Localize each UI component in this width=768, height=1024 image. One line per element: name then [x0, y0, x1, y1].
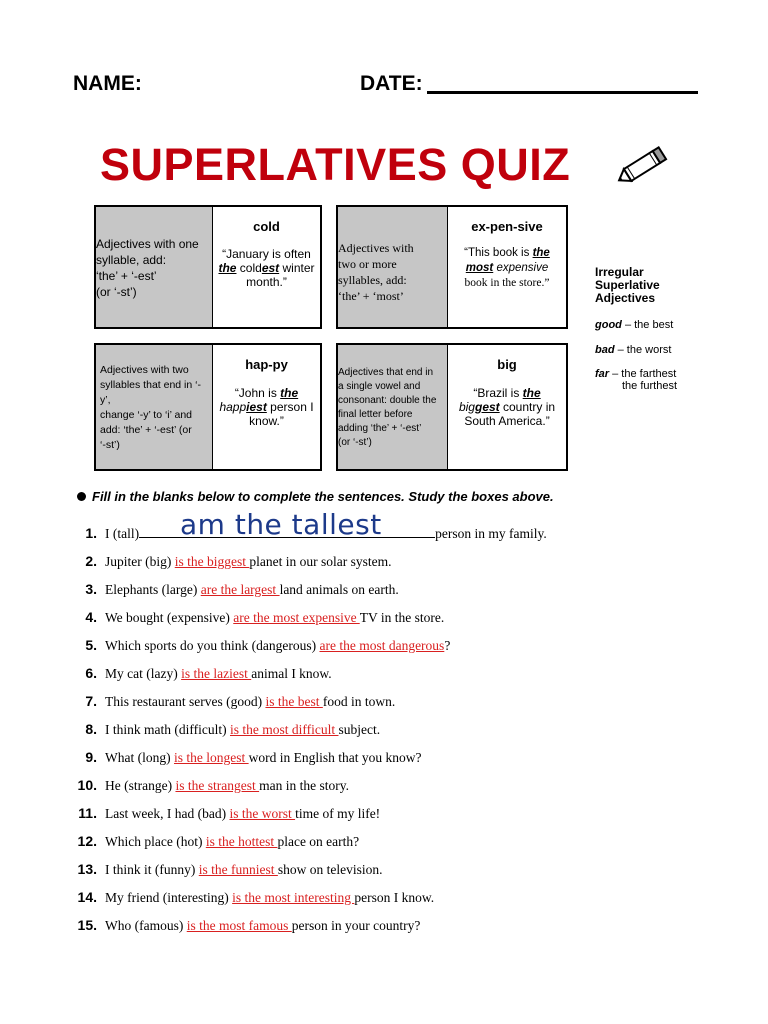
question-row: 8. I think math (difficult) is the most difficult subject. — [85, 721, 381, 737]
example-word: big — [497, 357, 517, 372]
answer-text: is the best — [265, 694, 323, 709]
rule-line: ‘-st’) — [100, 439, 120, 451]
question-row: 14. My friend (interesting) is the most interesting person I know. — [77, 889, 435, 905]
irregular-title: Irregular Superlative Adjectives — [595, 265, 660, 305]
rule-line: (or ‘-st’) — [338, 437, 372, 448]
rule-line: Adjectives with one — [96, 237, 199, 251]
rule-text — [338, 207, 448, 327]
example-sentence: “This book is the most expensive book in the store.” — [464, 247, 550, 289]
example-word: ex-pen-sive — [471, 219, 543, 234]
answer-text: is the longest — [173, 750, 249, 765]
answer-text: are the most dangerous — [319, 638, 445, 653]
answer-text: is the most famous — [186, 918, 292, 933]
question-row: 11. Last week, I had (bad) is the worst time of my life! — [78, 805, 381, 821]
rule-line: adding ‘the’ + ‘-est’ — [338, 423, 422, 434]
rule-line: ‘the’ + ‘-est’ — [96, 269, 157, 283]
answer-text: is the most interesting — [232, 890, 355, 905]
rule-box-two-syllables — [336, 205, 568, 329]
question-row: 2. Jupiter (big) is the biggest planet in our solar system. — [85, 553, 392, 569]
answer-text: is the worst — [229, 806, 296, 821]
question-row: 13. I think it (funny) is the funniest show on television. — [77, 861, 383, 877]
rule-line: syllables, add: — [338, 273, 407, 287]
date-label: DATE: — [360, 72, 423, 95]
example-sentence: “John is the happiest person I know.” — [219, 386, 314, 428]
rule-line: Adjectives with — [338, 241, 414, 255]
rule-line: final letter before — [338, 409, 413, 420]
question-row: 3. Elephants (large) are the largest land animals on earth. — [85, 581, 399, 597]
question-row: 6. My cat (lazy) is the laziest animal I know. — [85, 665, 332, 681]
rule-line: ‘the’ + ‘most’ — [338, 289, 404, 303]
example-word: hap-py — [245, 357, 288, 372]
rule-line: consonant: double the — [338, 395, 437, 406]
example-panel — [448, 345, 566, 469]
question-row: 7. This restaurant serves (good) is the best food in town. — [85, 693, 396, 709]
answer-text: are the largest — [200, 582, 280, 597]
question-row: 12. Which place (hot) is the hottest place on earth? — [77, 833, 360, 849]
rule-line: y’, — [100, 394, 111, 406]
example-word: cold — [253, 219, 280, 234]
instruction-text: Fill in the blanks below to complete the sentences. Study the boxes above. — [92, 489, 554, 504]
rule-box-double-consonant — [336, 343, 568, 471]
rule-box-ending-y — [94, 343, 322, 471]
rule-text — [338, 345, 448, 469]
answer-text: is the most difficult — [229, 722, 339, 737]
irregular-item-far-alt: the furthest — [622, 380, 678, 392]
rule-text — [96, 207, 213, 327]
example-panel — [448, 207, 566, 327]
answer-text: is the hottest — [205, 834, 278, 849]
rule-line: (or ‘-st’) — [96, 285, 137, 299]
pencil-icon — [615, 144, 670, 189]
rule-line: Adjectives with two — [100, 364, 189, 376]
rule-line: syllables that end in ‘- — [100, 379, 201, 391]
rule-line: a single vowel and — [338, 381, 421, 392]
rule-line: Adjectives that end in — [338, 367, 434, 378]
irregular-item-good: good – the best — [595, 319, 674, 331]
page-title: SUPERLATIVES QUIZ — [100, 139, 571, 190]
question-row: 9. What (long) is the longest word in English that you know? — [85, 749, 422, 765]
rule-line: add: ‘the’ + ‘-est’ (or — [100, 424, 192, 436]
answer-text: is the biggest — [174, 554, 250, 569]
answer-text: is the funniest — [198, 862, 278, 877]
example-panel — [213, 345, 320, 469]
bullet-icon — [77, 492, 86, 501]
irregular-item-far: far – the farthest — [595, 368, 677, 380]
question-row: 5. Which sports do you think (dangerous) are the most dangerous? — [85, 637, 451, 653]
irregular-item-bad: bad – the worst — [595, 344, 672, 356]
answer-text: is the strangest — [175, 778, 260, 793]
example-panel — [213, 207, 320, 327]
rule-box-one-syllable — [94, 205, 322, 329]
rule-line: change ‘-y’ to ‘i’ and — [100, 409, 193, 421]
name-label: NAME: — [73, 72, 142, 95]
answer-text: is the laziest — [181, 666, 252, 681]
question-row: 10. He (strange) is the strangest man in the story. — [77, 777, 349, 793]
example-sentence: “January is often the coldest winter month.” — [218, 247, 315, 289]
date-line — [427, 91, 698, 94]
rule-line: syllable, add: — [96, 253, 167, 267]
handwritten-answer: am the tallest — [180, 508, 382, 541]
rule-text — [96, 345, 213, 469]
question-row: 15. Who (famous) is the most famous person in your country? — [77, 917, 421, 933]
answer-text: are the most expensive — [233, 610, 360, 625]
example-sentence: “Brazil is the biggest country in South America.” — [458, 386, 556, 428]
answer-blank[interactable] — [139, 525, 435, 538]
rule-line: two or more — [338, 257, 397, 271]
question-row: 1. I (tall) person in my family. — [85, 525, 547, 541]
question-row: 4. We bought (expensive) are the most expensive TV in the store. — [85, 609, 445, 625]
